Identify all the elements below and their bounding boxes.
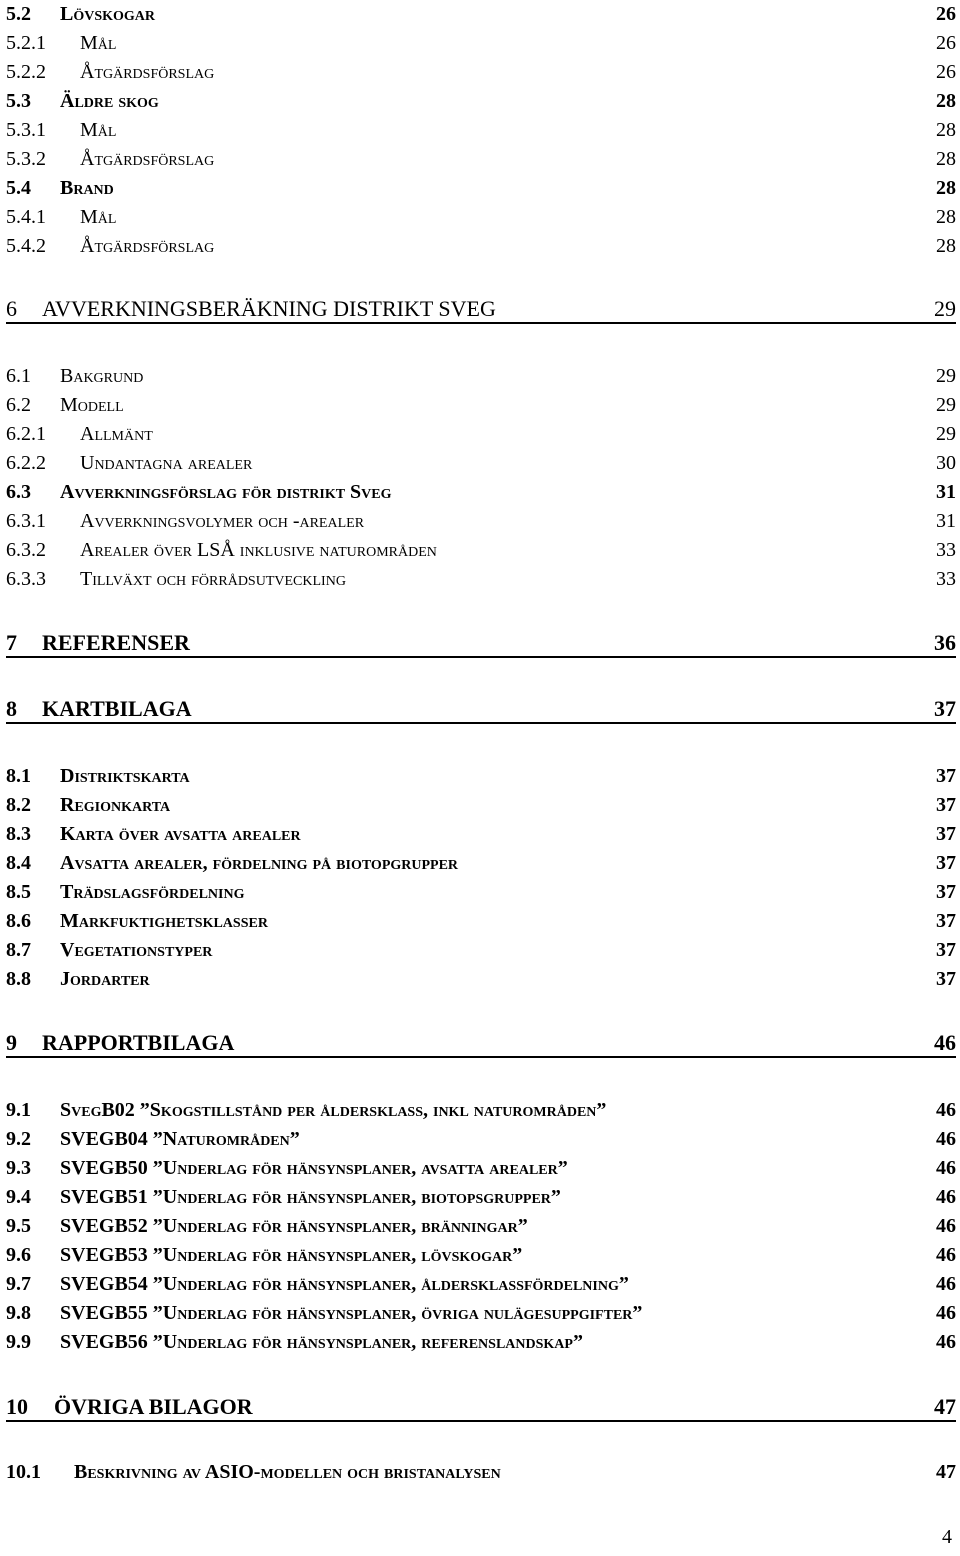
toc-entry[interactable] [6,791,956,819]
toc-entry[interactable] [6,174,956,202]
toc-entry-number: 8.8 [6,968,31,990]
toc-entry-page: 46 [936,1273,956,1295]
toc-entry-page: 31 [936,510,956,532]
toc-entry-page: 28 [936,90,956,112]
toc-entry[interactable] [6,87,956,115]
toc-entry-number: 5.3 [6,90,31,112]
toc-chapter-number: 7 [6,630,17,655]
toc-chapter-number: 6 [6,296,17,321]
toc-entry[interactable] [6,362,956,390]
toc-entry-number: 8.4 [6,852,31,874]
toc-entry-number: 5.2.1 [6,32,46,54]
toc-entry-page: 37 [936,794,956,816]
toc-entry-title: Bakgrund [60,365,144,387]
toc-entry-title: Trädslagsfördelning [60,881,245,903]
toc-entry[interactable] [6,58,956,86]
toc-entry-number: 5.4.1 [6,206,46,228]
toc-entry-number: 8.6 [6,910,31,932]
toc-entry-title: Jordarter [60,968,150,990]
toc-chapter-title: REFERENSER [42,630,190,655]
toc-entry[interactable] [6,449,956,477]
toc-entry-number: 6.2 [6,394,31,416]
toc-entry-page: 37 [936,765,956,787]
toc-entry-page: 37 [936,939,956,961]
toc-chapter-title: ÖVRIGA BILAGOR [54,1394,253,1419]
toc-entry-page: 28 [936,148,956,170]
toc-entry[interactable] [6,232,956,260]
toc-entry[interactable] [6,1183,956,1211]
toc-entry[interactable] [6,478,956,506]
toc-entry-number: 8.3 [6,823,31,845]
toc-entry-page: 46 [936,1331,956,1353]
toc-entry-page: 28 [936,177,956,199]
toc-chapter-page: 46 [934,1030,956,1055]
toc-entry[interactable] [6,116,956,144]
toc-entry[interactable] [6,878,956,906]
toc-entry-number: 9.9 [6,1331,31,1353]
toc-entry-title: Allmänt [80,423,153,445]
toc-entry-page: 28 [936,235,956,257]
toc-entry-page: 37 [936,823,956,845]
toc-entry-number: 6.1 [6,365,31,387]
toc-entry-page: 28 [936,206,956,228]
toc-entry-number: 6.3.2 [6,539,46,561]
toc-entry-page: 46 [936,1302,956,1324]
toc-chapter-page: 29 [934,296,956,321]
toc-entry-page: 46 [936,1186,956,1208]
toc-chapter[interactable] [6,1386,956,1422]
toc-chapter-page: 37 [934,696,956,721]
toc-entry-page: 46 [936,1099,956,1121]
toc-entry-title: SVEGB04 ”Naturområden” [60,1128,300,1150]
toc-entry-page: 26 [936,32,956,54]
toc-entry-title: Modell [60,394,124,416]
toc-entry-number: 6.2.1 [6,423,46,445]
toc-entry-title: SVEGB54 ”Underlag för hänsynsplaner, åldersklassfördelning” [60,1273,629,1295]
toc-chapter-number: 9 [6,1030,17,1055]
toc-entry[interactable] [6,1096,956,1124]
toc-entry-title: Distriktskarta [60,765,190,787]
toc-entry[interactable] [6,965,956,993]
toc-entry-page: 33 [936,568,956,590]
toc-entry-number: 8.2 [6,794,31,816]
toc-entry-number: 6.3 [6,481,31,503]
toc-entry[interactable] [6,391,956,419]
toc-entry-page: 37 [936,968,956,990]
toc-entry[interactable] [6,420,956,448]
toc-entry-number: 6.2.2 [6,452,46,474]
toc-entry-page: 29 [936,365,956,387]
toc-chapter[interactable] [6,622,956,658]
toc-entry-title: Undantagna arealer [80,452,253,474]
toc-entry-page: 29 [936,394,956,416]
toc-entry-page: 33 [936,539,956,561]
chapter-underline [6,322,956,324]
toc-chapter[interactable] [6,1022,956,1058]
toc-chapter[interactable] [6,288,956,324]
toc-entry-title: Arealer över LSÅ inklusive naturområden [80,539,437,561]
toc-entry[interactable] [6,1125,956,1153]
toc-entry[interactable] [6,849,956,877]
toc-entry-number: 8.1 [6,765,31,787]
toc-entry-page: 46 [936,1215,956,1237]
toc-entry-page: 46 [936,1157,956,1179]
toc-entry-number: 5.4 [6,177,31,199]
toc-chapter-number: 10 [6,1394,28,1419]
toc-entry[interactable] [6,1212,956,1240]
toc-entry-title: Markfuktighetsklasser [60,910,268,932]
toc-entry-title: SVEGB53 ”Underlag för hänsynsplaner, lövskogar” [60,1244,523,1266]
toc-entry-number: 9.6 [6,1244,31,1266]
toc-entry-title: SVEGB50 ”Underlag för hänsynsplaner, avsatta arealer” [60,1157,568,1179]
toc-entry-title: SVEGB51 ”Underlag för hänsynsplaner, biotopsgrupper” [60,1186,561,1208]
toc-entry-number: 9.7 [6,1273,31,1295]
toc-chapter-number: 8 [6,696,17,721]
toc-entry-page: 28 [936,119,956,141]
toc-entry[interactable] [6,907,956,935]
toc-entry-number: 8.5 [6,881,31,903]
toc-entry-number: 10.1 [6,1461,41,1483]
toc-entry[interactable] [6,820,956,848]
toc-entry-page: 26 [936,3,956,25]
toc-entry-title: Avverkningsförslag för distrikt Sveg [60,481,392,503]
toc-chapter-title: KARTBILAGA [42,696,192,721]
toc-entry-title: Åtgärdsförslag [80,148,215,170]
toc-entry[interactable] [6,1458,956,1486]
toc-entry[interactable] [6,203,956,231]
toc-entry-page: 37 [936,852,956,874]
toc-entry[interactable] [6,1270,956,1298]
toc-entry-page: 26 [936,61,956,83]
toc-entry-number: 5.2 [6,3,31,25]
toc-entry-title: Avsatta arealer, fördelning på biotopgrupper [60,852,459,874]
toc-chapter-title: RAPPORTBILAGA [42,1030,235,1055]
toc-entry[interactable] [6,507,956,535]
toc-entry-number: 9.5 [6,1215,31,1237]
toc-entry-number: 9.1 [6,1099,31,1121]
toc-entry-title: Regionkarta [60,794,171,816]
chapter-underline [6,722,956,724]
chapter-underline [6,1420,956,1422]
toc-entry-title: Vegetationstyper [60,939,213,961]
toc-entry-title: Åtgärdsförslag [80,61,215,83]
toc-entry-title: Avverkningsvolymer och -arealer [80,510,365,532]
toc-entry[interactable] [6,762,956,790]
toc-entry-number: 9.3 [6,1157,31,1179]
toc-entry-title: SVEGB55 ”Underlag för hänsynsplaner, övriga nulägesuppgifter” [60,1302,643,1324]
toc-entry-title: Mål [80,206,117,228]
toc-entry-number: 9.8 [6,1302,31,1324]
toc-entry-page: 29 [936,423,956,445]
toc-entry[interactable] [6,1154,956,1182]
chapter-underline [6,1056,956,1058]
toc-entry-page: 37 [936,881,956,903]
toc-entry[interactable] [6,1328,956,1356]
toc-entry-title: Brand [60,177,114,199]
toc-chapter-title: AVVERKNINGSBERÄKNING DISTRIKT SVEG [42,296,496,321]
chapter-underline [6,656,956,658]
toc-entry[interactable] [6,0,956,28]
toc-entry[interactable] [6,536,956,564]
toc-chapter-page: 47 [934,1394,956,1419]
toc-entry-title: Tillväxt och förrådsutveckling [80,568,346,590]
toc-entry-number: 6.3.1 [6,510,46,532]
toc-entry-title: SVEGB56 ”Underlag för hänsynsplaner, referenslandskap” [60,1331,583,1353]
toc-chapter-page: 36 [934,630,956,655]
toc-entry-number: 9.4 [6,1186,31,1208]
toc-entry-title: Karta över avsatta arealer [60,823,301,845]
toc-entry-title: Åtgärdsförslag [80,235,215,257]
toc-entry-number: 9.2 [6,1128,31,1150]
toc-entry-number: 5.3.1 [6,119,46,141]
toc-entry-title: Mål [80,119,117,141]
toc-entry-title: Beskrivning av ASIO-modellen och bristanalysen [74,1461,501,1483]
toc-entry-number: 8.7 [6,939,31,961]
toc-entry-title: SVEGB52 ”Underlag för hänsynsplaner, bränningar” [60,1215,528,1237]
toc-entry-page: 37 [936,910,956,932]
toc-entry[interactable] [6,145,956,173]
toc-entry-page: 46 [936,1244,956,1266]
toc-entry-page: 31 [936,481,956,503]
toc-entry-number: 5.4.2 [6,235,46,257]
toc-entry-title: Lövskogar [60,3,156,25]
toc-chapter[interactable] [6,688,956,724]
toc-entry-number: 5.3.2 [6,148,46,170]
toc-entry[interactable] [6,1241,956,1269]
toc-entry[interactable] [6,1299,956,1327]
toc-entry-title: Äldre skog [60,90,159,112]
toc-entry[interactable] [6,565,956,593]
toc-entry-title: Mål [80,32,117,54]
toc-entry-number: 5.2.2 [6,61,46,83]
page-number: 4 [942,1526,952,1548]
toc-entry[interactable] [6,936,956,964]
toc-entry-page: 46 [936,1128,956,1150]
toc-entry-title: SvegB02 ”Skogstillstånd per åldersklass, inkl naturområden” [60,1099,607,1121]
toc-entry-page: 30 [936,452,956,474]
toc-entry-number: 6.3.3 [6,568,46,590]
toc-entry[interactable] [6,29,956,57]
toc-entry-page: 47 [936,1461,956,1483]
